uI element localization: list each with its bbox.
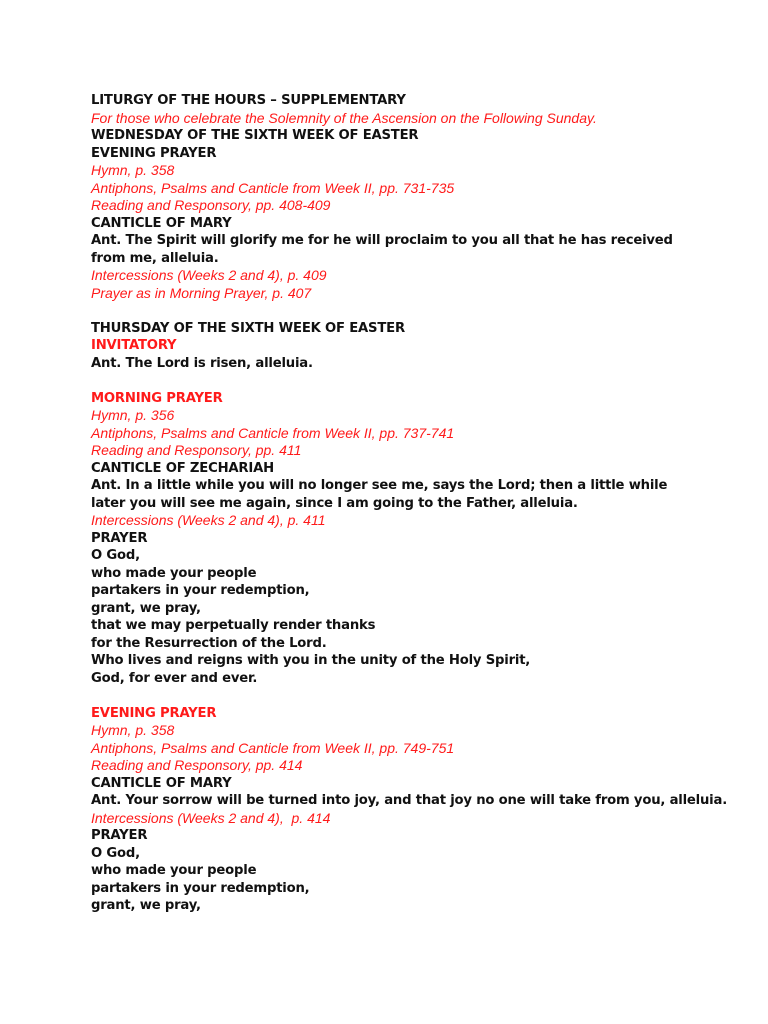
wednesday-evening-reading: Reading and Responsory, pp. 408-409 — [91, 197, 331, 213]
thursday-day-heading: THURSDAY OF THE SIXTH WEEK OF EASTER — [91, 320, 405, 336]
thursday-evening-canticle: CANTICLE OF MARY — [91, 775, 232, 791]
thursday-morning-canticle: CANTICLE OF ZECHARIAH — [91, 460, 274, 476]
prayer-line: who made your people — [91, 863, 257, 878]
prayer-line: grant, we pray, — [91, 600, 201, 616]
wednesday-evening-hymn: Hymn, p. 358 — [91, 162, 175, 178]
prayer-line: partakers in your redemption, — [91, 583, 310, 598]
prayer-line: O God, — [91, 548, 140, 563]
thursday-morning-heading: MORNING PRAYER — [91, 390, 223, 406]
wednesday-evening-prayer-ref: Prayer as in Morning Prayer, p. 407 — [91, 284, 312, 301]
prayer-line: for the Resurrection of the Lord. — [91, 635, 327, 651]
thursday-evening-heading: EVENING PRAYER — [91, 705, 217, 721]
prayer-line: partakers in your redemption, — [91, 880, 310, 896]
thursday-evening-reading: Reading and Responsory, pp. 414 — [91, 757, 303, 773]
spacer — [91, 687, 691, 705]
thursday-evening-intercessions: Intercessions (Weeks 2 and 4), p. 414 — [91, 809, 331, 826]
document-title: LITURGY OF THE HOURS – SUPPLEMENTARY — [91, 93, 406, 108]
wednesday-day-heading: WEDNESDAY OF THE SIXTH WEEK OF EASTER — [91, 128, 419, 143]
wednesday-evening-intercessions: Intercessions (Weeks 2 and 4), p. 409 — [91, 267, 327, 283]
spacer — [91, 372, 691, 390]
prayer-line: O God, — [91, 845, 140, 861]
thursday-invitatory-antiphon: Ant. The Lord is risen, alleluia. — [91, 355, 313, 371]
thursday-morning-intercessions: Intercessions (Weeks 2 and 4), p. 411 — [91, 512, 326, 528]
prayer-line: who made your people — [91, 565, 257, 581]
spacer — [91, 302, 691, 320]
wednesday-evening-heading: EVENING PRAYER — [91, 145, 217, 161]
thursday-invitatory-heading: INVITATORY — [91, 338, 177, 353]
wednesday-evening-antiphon: Ant. The Spirit will glorify me for he will proclaim to you all that he has received from me, alleluia. — [91, 233, 673, 266]
wednesday-evening-canticle: CANTICLE OF MARY — [91, 215, 232, 231]
thursday-morning-antiphon: Ant. In a little while you will no longer see me, says the Lord; then a little while later you will see me again, since I am going to the Father, alleluia. — [91, 478, 668, 511]
document-page — [91, 92, 728, 915]
thursday-morning-hymn: Hymn, p. 356 — [91, 407, 175, 423]
prayer-line: that we may perpetually render thanks — [91, 618, 376, 633]
thursday-evening-antiphons: Antiphons, Psalms and Canticle from Week II, pp. 749-751 — [91, 739, 455, 756]
thursday-morning-reading: Reading and Responsory, pp. 411 — [91, 442, 302, 458]
thursday-evening-hymn: Hymn, p. 358 — [91, 722, 175, 738]
thursday-evening-prayer-heading: PRAYER — [91, 828, 148, 843]
thursday-morning-prayer-heading: PRAYER — [91, 530, 148, 546]
prayer-line: Who lives and reigns with you in the unity of the Holy Spirit, — [91, 653, 531, 668]
prayer-line: grant, we pray, — [91, 898, 201, 913]
prayer-line: God, for ever and ever. — [91, 670, 258, 686]
thursday-morning-antiphons: Antiphons, Psalms and Canticle from Week II, pp. 737-741 — [91, 424, 455, 441]
wednesday-evening-antiphons: Antiphons, Psalms and Canticle from Week II, pp. 731-735 — [91, 179, 455, 196]
ascension-note: For those who celebrate the Solemnity of the Ascension on the Following Sunday. — [91, 109, 597, 126]
thursday-evening-antiphon: Ant. Your sorrow will be turned into joy, and that joy no one will take from you, alleluia. — [91, 793, 728, 808]
